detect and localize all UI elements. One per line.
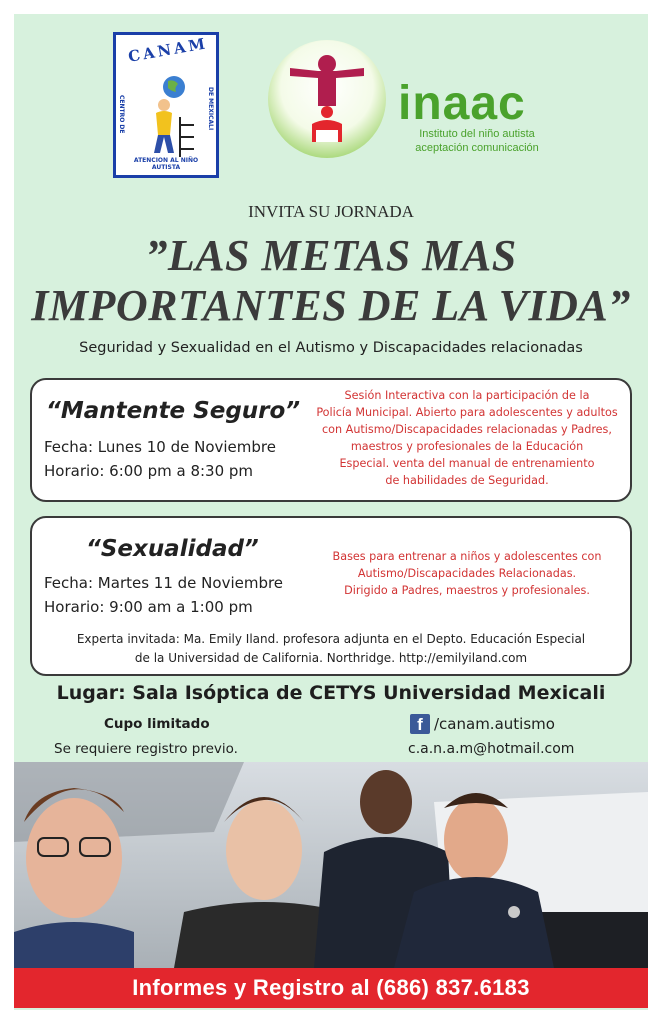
session-time: Horario: 6:00 pm a 8:30 pm: [44, 462, 254, 480]
facebook-icon: f: [410, 714, 430, 734]
description-line: Especial. venta del manual de entrenamiento: [339, 457, 595, 470]
session-description: [312, 548, 622, 599]
canam-logo-side-right: DE MEXICALI: [207, 87, 214, 131]
description-line: maestros y profesionales de la Educación: [350, 440, 584, 453]
description-line: Sesión Interactiva con la participación de la: [344, 389, 590, 402]
description-line: Dirigido a Padres, maestros y profesionales.: [344, 584, 590, 597]
canam-logo-side-left: CENTRO DE: [118, 95, 125, 134]
session-box-mantente-seguro: [30, 378, 632, 502]
canam-logo: [113, 32, 219, 178]
venue-text: Lugar: Sala Isóptica de CETYS Universidad Mexicali: [56, 682, 606, 704]
headline-line-1: ”LAS METAS MAS: [145, 231, 517, 280]
inaac-logo-subtitle-1: Instituto del niño autista: [419, 128, 535, 140]
inaac-figures-icon: [268, 40, 386, 158]
session-title: “Mantente Seguro”: [46, 398, 301, 424]
session-box-sexualidad: [30, 516, 632, 676]
people-photo: [14, 762, 648, 968]
expert-line: Experta invitada: Ma. Emily Iland. profesora adjunta en el Depto. Educación Especial: [76, 632, 586, 646]
canam-child-globe-icon: [140, 73, 200, 161]
session-title: “Sexualidad”: [86, 536, 259, 562]
facebook-contact: [410, 713, 555, 735]
expert-line: de la Universidad de California. Northridge. http://emilyiland.com: [134, 651, 528, 665]
email-contact: c.a.n.a.m@hotmail.com: [408, 741, 575, 757]
description-line: con Autismo/Discapacidades relacionadas y Padres,: [322, 423, 612, 436]
description-line: Autismo/Discapacidades Relacionadas.: [357, 567, 577, 580]
invita-text: INVITA SU JORNADA: [248, 202, 414, 221]
canam-logo-bottom: ATENCION AL NIÑO AUTISTA: [133, 157, 199, 171]
guest-expert: [32, 630, 630, 668]
description-line: Bases para entrenar a niños y adolescentes con: [332, 550, 602, 563]
inaac-logo-subtitle-2: aceptación comunicación: [415, 142, 539, 154]
registration-required-text: Se requiere registro previo.: [54, 741, 238, 757]
canam-logo-title: CANAM: [126, 34, 210, 66]
session-description: [308, 387, 626, 489]
teens-and-police-officers-image: [14, 762, 648, 968]
headline-line-2: IMPORTANTES DE LA VIDA”: [31, 281, 631, 330]
subheadline: Seguridad y Sexualidad en el Autismo y Discapacidades relacionadas: [79, 340, 583, 356]
session-time: Horario: 9:00 am a 1:00 pm: [44, 598, 253, 616]
description-line: Policía Municipal. Abierto para adolescentes y adultos: [316, 406, 618, 419]
footer-contact-text: Informes y Registro al (686) 837.6183: [132, 975, 530, 1000]
footer-bar: [14, 968, 648, 1008]
inaac-logo-name: inaac: [398, 77, 526, 130]
session-date: Fecha: Lunes 10 de Noviembre: [44, 438, 276, 456]
session-date: Fecha: Martes 11 de Noviembre: [44, 574, 284, 592]
limited-capacity-text: Cupo limitado: [104, 716, 210, 732]
inaac-logo-circle: [268, 40, 386, 158]
description-line: de habilidades de Seguridad.: [385, 474, 549, 487]
facebook-handle: /canam.autismo: [434, 715, 555, 733]
